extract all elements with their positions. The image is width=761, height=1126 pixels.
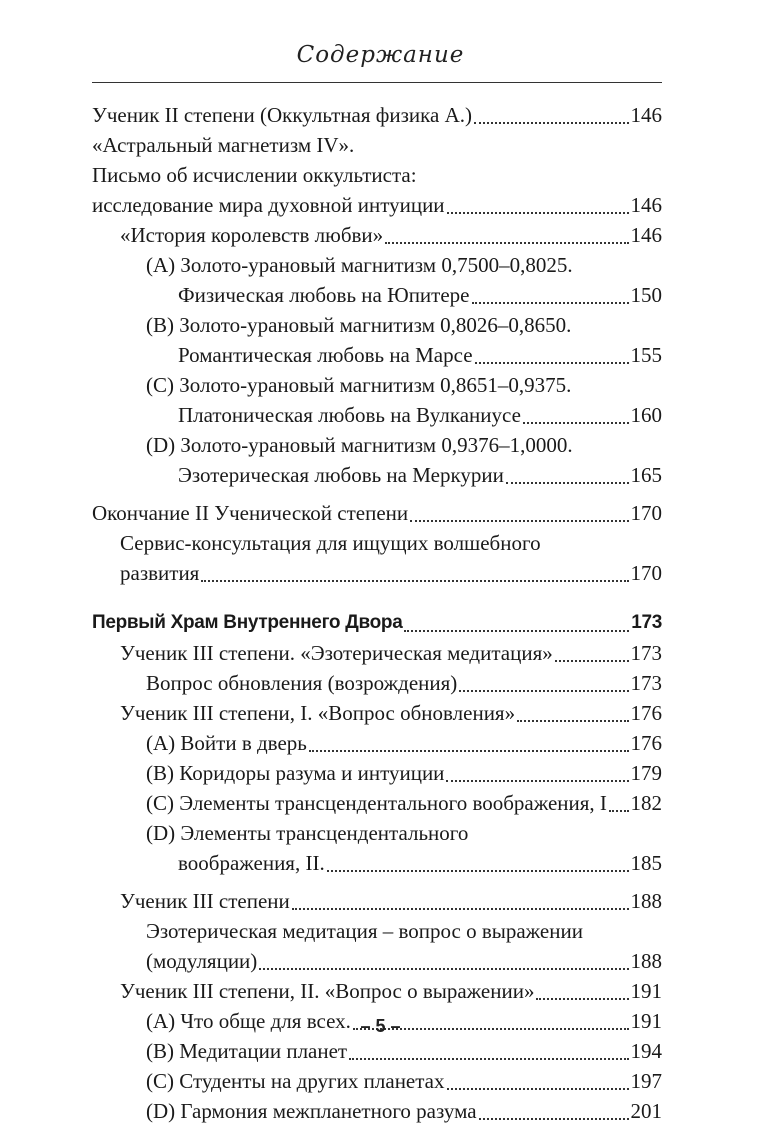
toc-leader-dots bbox=[404, 630, 629, 632]
toc-entry bbox=[92, 280, 662, 310]
toc-entry bbox=[92, 976, 662, 1006]
toc-entry-title: Ученик III степени, I. «Вопрос обновления» bbox=[120, 701, 516, 725]
toc-entry-title: (A) Золото-урановый магнитизм 0,7500–0,8025. bbox=[146, 253, 573, 277]
toc-page-number: 160 bbox=[630, 403, 662, 427]
toc-entry-title: Эзотерическая любовь на Меркурии bbox=[178, 463, 504, 487]
toc-entry-title: Эзотерическая медитация – вопрос о выражении bbox=[146, 919, 583, 943]
toc-entry bbox=[92, 946, 662, 976]
toc-leader-dots bbox=[201, 580, 628, 582]
toc-leader-dots bbox=[447, 212, 629, 214]
toc-entry bbox=[92, 788, 662, 818]
toc-leader-dots bbox=[472, 302, 629, 304]
toc-leader-dots bbox=[349, 1058, 628, 1060]
toc-entry-title: (D) Элементы трансцендентального bbox=[146, 821, 469, 845]
toc-leader-dots bbox=[479, 1118, 629, 1120]
toc-leader-dots bbox=[327, 870, 629, 872]
toc-section-heading bbox=[92, 608, 662, 638]
toc-entry-title: Ученик III степени. «Эзотерическая медитация» bbox=[120, 641, 553, 665]
toc-page-number: 173 bbox=[630, 671, 662, 695]
toc-entry bbox=[92, 558, 662, 588]
toc-page-number: 191 bbox=[630, 979, 662, 1003]
toc-entry-title: (B) Золото-урановый магнитизм 0,8026–0,8650. bbox=[146, 313, 572, 337]
toc-entry-title: (модуляции) bbox=[146, 949, 258, 973]
toc-page-number: 173 bbox=[630, 641, 662, 665]
toc-entry bbox=[92, 100, 662, 130]
toc-page-number: 146 bbox=[630, 193, 662, 217]
toc-page-number: 173 bbox=[631, 612, 662, 633]
toc-page-number: 185 bbox=[630, 851, 662, 875]
toc-leader-dots bbox=[506, 482, 629, 484]
toc-leader-dots bbox=[446, 780, 628, 782]
page-number: – 5 – bbox=[360, 1016, 401, 1036]
toc-leader-dots bbox=[475, 362, 629, 364]
toc-entry bbox=[92, 668, 662, 698]
toc-page-number: 165 bbox=[630, 463, 662, 487]
toc-leader-dots bbox=[609, 810, 629, 812]
toc-leader-dots bbox=[292, 908, 629, 910]
toc-page-number: 191 bbox=[630, 1009, 662, 1033]
toc-entry-title: (C) Студенты на других планетах bbox=[146, 1069, 445, 1093]
toc-entry bbox=[92, 728, 662, 758]
toc-entry bbox=[92, 400, 662, 430]
toc-entry-title: «Астральный магнетизм IV». bbox=[92, 133, 355, 157]
toc-entry-title: (C) Золото-урановый магнитизм 0,8651–0,9375. bbox=[146, 373, 572, 397]
toc-leader-dots bbox=[459, 690, 628, 692]
toc-leader-dots bbox=[474, 122, 628, 124]
toc-entry-title: Вопрос обновления (возрождения) bbox=[146, 671, 458, 695]
toc-leader-dots bbox=[555, 660, 629, 662]
toc-entry bbox=[92, 1096, 662, 1126]
toc-page-number: 179 bbox=[630, 761, 662, 785]
toc-entry-title: Ученик II степени (Оккультная физика А.) bbox=[92, 103, 473, 127]
toc-entry-title: Ученик III степени bbox=[120, 889, 290, 913]
toc-entry-title: (C) Элементы трансцендентального воображения, I bbox=[146, 791, 607, 815]
toc-entry-title: (B) Коридоры разума и интуиции bbox=[146, 761, 445, 785]
toc-entry bbox=[92, 340, 662, 370]
toc-entry-title: (A) Войти в дверь bbox=[146, 731, 307, 755]
toc-entry bbox=[92, 1066, 662, 1096]
toc-entry bbox=[92, 1036, 662, 1066]
toc-leader-dots bbox=[447, 1088, 629, 1090]
toc-entry-title: исследование мира духовной интуиции bbox=[92, 193, 445, 217]
toc-entry-title: Сервис-консультация для ищущих волшебного bbox=[120, 531, 541, 555]
table-of-contents bbox=[92, 100, 662, 1126]
toc-page-number: 201 bbox=[630, 1099, 662, 1123]
toc-entry bbox=[92, 848, 662, 878]
toc-page-number: 176 bbox=[630, 731, 662, 755]
toc-leader-dots bbox=[309, 750, 629, 752]
toc-entry-title: (A) Что обще для всех. bbox=[146, 1009, 351, 1033]
toc-page-number: 150 bbox=[630, 283, 662, 307]
toc-entry bbox=[92, 220, 662, 250]
toc-page-number: 197 bbox=[630, 1069, 662, 1093]
toc-page-number: 176 bbox=[630, 701, 662, 725]
header-divider bbox=[92, 82, 662, 83]
toc-entry-title: Платоническая любовь на Вулканиусе bbox=[178, 403, 521, 427]
toc-page-number: 155 bbox=[630, 343, 662, 367]
toc-page-number: 188 bbox=[630, 949, 662, 973]
toc-entry-title: Ученик III степени, II. «Вопрос о выражении» bbox=[120, 979, 535, 1003]
toc-page-number: 146 bbox=[630, 223, 662, 247]
toc-entry-title: развития bbox=[120, 561, 200, 585]
toc-leader-dots bbox=[517, 720, 628, 722]
toc-page-number: 188 bbox=[630, 889, 662, 913]
toc-page-number: 194 bbox=[630, 1039, 662, 1063]
toc-page-number: 170 bbox=[630, 561, 662, 585]
toc-leader-dots bbox=[385, 242, 628, 244]
toc-leader-dots bbox=[410, 520, 628, 522]
toc-entry bbox=[92, 498, 662, 528]
toc-entry bbox=[92, 190, 662, 220]
toc-leader-dots bbox=[536, 998, 628, 1000]
toc-leader-dots bbox=[523, 422, 629, 424]
toc-entry bbox=[92, 698, 662, 728]
toc-entry-title: Письмо об исчислении оккультиста: bbox=[92, 163, 417, 187]
toc-section-title: Первый Храм Внутреннего Двора bbox=[92, 612, 403, 633]
toc-entry bbox=[92, 886, 662, 916]
toc-entry-title: Романтическая любовь на Марсе bbox=[178, 343, 473, 367]
toc-entry bbox=[92, 460, 662, 490]
toc-entry-title: (D) Золото-урановый магнитизм 0,9376–1,0000. bbox=[146, 433, 573, 457]
toc-page-number: 146 bbox=[630, 103, 662, 127]
toc-entry bbox=[92, 638, 662, 668]
toc-page-number: 170 bbox=[630, 501, 662, 525]
toc-page-number: 182 bbox=[630, 791, 662, 815]
page-header-title: Содержание bbox=[296, 42, 465, 68]
toc-entry-title: Физическая любовь на Юпитере bbox=[178, 283, 470, 307]
toc-leader-dots bbox=[259, 968, 628, 970]
toc-entry-title: (B) Медитации планет bbox=[146, 1039, 348, 1063]
toc-entry-title: «История королевств любви» bbox=[120, 223, 384, 247]
toc-entry-title: воображения, II. bbox=[178, 851, 325, 875]
toc-entry bbox=[92, 758, 662, 788]
toc-entry-title: (D) Гармония межпланетного разума bbox=[146, 1099, 477, 1123]
toc-entry-title: Окончание II Ученической степени bbox=[92, 501, 409, 525]
